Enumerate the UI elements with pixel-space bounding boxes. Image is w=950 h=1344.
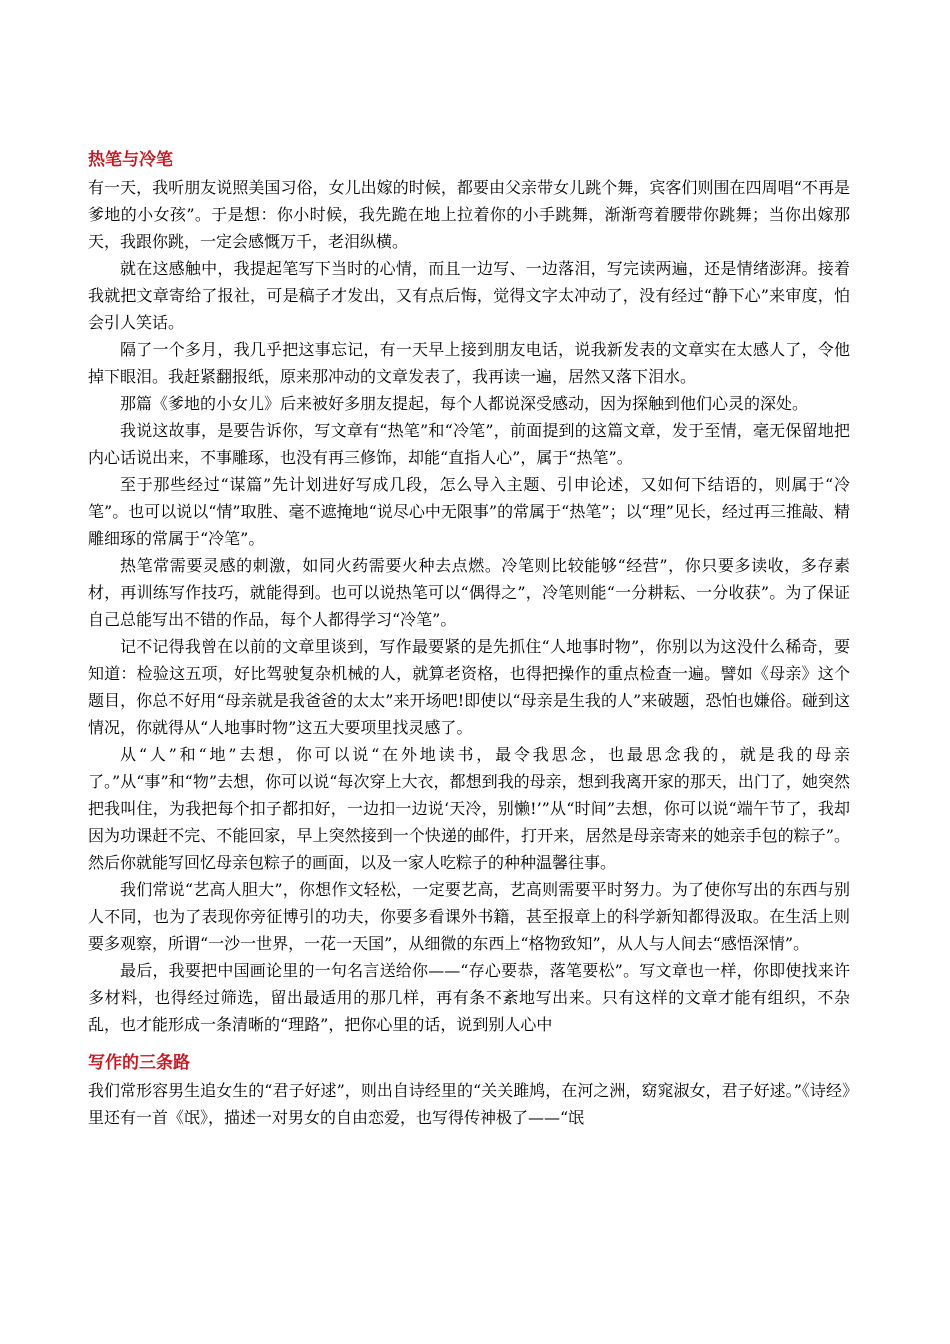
paragraph: 就在这感触中，我提起笔写下当时的心情，而且一边写、一边落泪，写完读两遍，还是情绪澎湃。接着我就把文章寄给了报社，可是稿子才发出，又有点后悔，觉得文字太冲动了，没有经过“静下心”来审度，怕会引人笑话。: [88, 259, 850, 332]
section-hot-cold-pen: [88, 146, 850, 1038]
paragraph: 那篇《爹地的小女儿》后来被好多朋友提起，每个人都说深受感动，因为探触到他们心灵的深处。: [120, 394, 809, 413]
paragraph: 我们常形容男生追女生的“君子好逑”，则出自诗经里的“关关雎鸠，在河之洲，窈窕淑女，君子好逑。”《诗经》里还有一首《氓》，描述一对男女的自由恋爱，也写得传神极了——“氓: [88, 1081, 850, 1127]
document-page: [88, 146, 850, 1131]
paragraph: 我说这故事，是要告诉你，写文章有“热笔”和“冷笔”，前面提到的这篇文章，发于至情，毫无保留地把内心话说出来，不事雕琢，也没有再三修饰，却能“直指人心”，属于“热笔”。: [88, 421, 850, 467]
paragraph: 最后，我要把中国画论里的一句名言送给你——“存心要恭，落笔要松”。写文章也一样，你即使找来许多材料，也得经过筛选，留出最适用的那几样，再有条不紊地写出来。只有这样的文章才能有组织，不杂乱，也才能形成一条清晰的“理路”，把你心里的话，说到别人心中: [88, 961, 850, 1034]
section-three-paths-of-writing: [88, 1049, 850, 1131]
paragraph: 记不记得我曾在以前的文章里谈到，写作最要紧的是先抓住“人地事时物”，你别以为这没什么稀奇，要知道：检验这五项，好比驾驶复杂机械的人，就算老资格，也得把操作的重点检查一遍。譬如《母亲》这个题目，你总不好用“母亲就是我爸爸的太太”来开场吧!即使以“母亲是生我的人”来破题，恐怕也嫌俗。碰到这情况，你就得从“人地事时物”这五大要项里找灵感了。: [88, 637, 850, 737]
paragraph: 我们常说“艺高人胆大”，你想作文轻松，一定要艺高，艺高则需要平时努力。为了使你写出的东西与别人不同，也为了表现你旁征博引的功夫，你要多看课外书籍，甚至报章上的科学新知都得汲取。在生活上则要多观察，所谓“一沙一世界，一花一天国”，从细微的东西上“格物致知”，从人与人间去“感悟深情”。: [88, 880, 850, 953]
paragraph: 从“人”和“地”去想，你可以说“在外地读书，最令我思念，也最思念我的，就是我的母亲了。”从“事”和“物”去想，你可以说“每次穿上大衣，都想到我的母亲，想到我离开家的那天，出门了，她突然把我叫住，为我把每个扣子都扣好，一边扣一边说‘天冷，别懒!’”从“时间”去想，你可以说“端午节了，我却因为功课赶不完、不能回家，早上突然接到一个快递的邮件，打开来，居然是母亲寄来的她亲手包的粽子”。然后你就能写回忆母亲包粽子的画面，以及一家人吃粽子的种种温馨往事。: [88, 745, 850, 872]
paragraph: 热笔常需要灵感的刺激，如同火药需要火种去点燃。冷笔则比较能够“经营”，你只要多读收，多存素材，再训练写作技巧，就能得到。也可以说热笔可以“偶得之”，冷笔则能“一分耕耘、一分收获”。为了保证自己总能写出不错的作品，每个人都得学习“冷笔”。: [88, 556, 850, 629]
paragraph: 至于那些经过“谋篇”先计划进好写成几段，怎么导入主题、引申论述，又如何下结语的，则属于“冷笔”。也可以说以“情”取胜、毫不遮掩地“说尽心中无限事”的常属于“热笔”；以“理”见长，经过再三推敲、精雕细琢的常属于“冷笔”。: [88, 475, 850, 548]
paragraph: 有一天，我听朋友说照美国习俗，女儿出嫁的时候，都要由父亲带女儿跳个舞，宾客们则围在四周唱“不再是爹地的小女孩”。于是想：你小时候，我先跪在地上拉着你的小手跳舞，渐渐弯着腰带你跳舞；当你出嫁那天，我跟你跳，一定会感慨万千，老泪纵横。: [88, 178, 850, 251]
paragraph: 隔了一个多月，我几乎把这事忘记，有一天早上接到朋友电话，说我新发表的文章实在太感人了，令他掉下眼泪。我赶紧翻报纸，原来那冲动的文章发表了，我再读一遍，居然又落下泪水。: [88, 340, 850, 386]
section-title: 热笔与冷笔: [88, 150, 173, 170]
section-title: 写作的三条路: [88, 1053, 190, 1073]
